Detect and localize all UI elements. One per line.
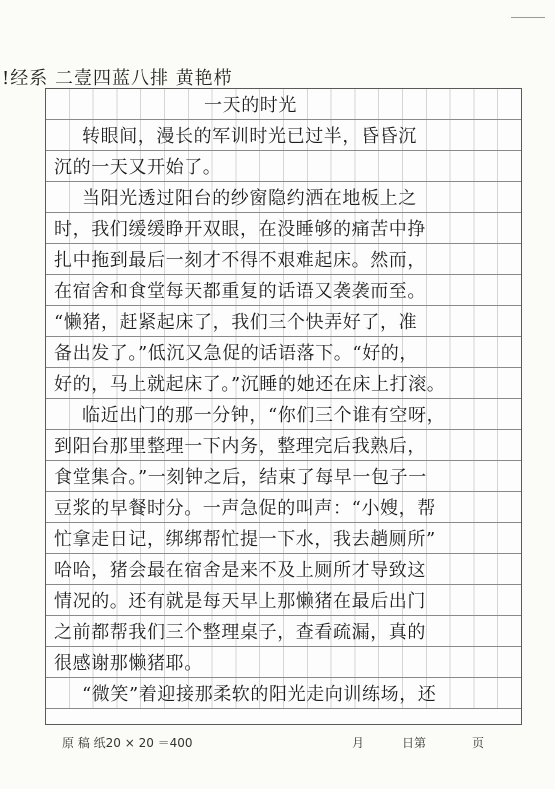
essay-line: [46, 430, 521, 461]
page-footer: [62, 734, 492, 754]
essay-line-text: 到阳台那里整理一下内务，整理完后我熟后，: [54, 436, 426, 457]
day-label: 日第: [402, 736, 427, 750]
essay-line: [46, 120, 521, 151]
essay-line-text: 哈哈，猪会最在宿舍是来不及上厕所才导致这: [54, 560, 426, 581]
essay-line-text: 时，我们缓缓睁开双眼，在没睡够的痛苦中挣: [54, 219, 426, 240]
essay-line-text: 扎中拖到最后一刻才不得不艰难起床。然而，: [54, 250, 426, 271]
essay-line: [46, 616, 521, 647]
essay-line-text: 很感谢那懒猪耶。: [54, 653, 203, 674]
essay-line: [46, 523, 521, 554]
essay-line: [46, 213, 521, 244]
essay-line: [46, 492, 521, 523]
month-label: 月: [352, 736, 365, 750]
essay-line: [46, 337, 521, 368]
essay-line-text: 备出发了。”低沉又急促的话语落下。“好的，: [54, 343, 419, 364]
essay-line: [46, 399, 521, 430]
essay-title: 一天的时光: [204, 95, 297, 116]
essay-line-text: 之前都帮我们三个整理桌子，查看疏漏，真的: [54, 622, 426, 643]
title-row: [46, 89, 521, 120]
essay-line: [46, 585, 521, 616]
essay-line-text: 临近出门的那一分钟，“你们三个谁有空呀，: [82, 405, 446, 426]
essay-line: [46, 182, 521, 213]
essay-line-text: 当阳光透过阳台的纱窗隐约洒在地板上之: [82, 188, 417, 209]
essay-line: [46, 678, 521, 709]
page-label: 页: [472, 736, 485, 750]
paper-spec: 原 稿 纸20 × 20 ＝400: [62, 736, 193, 750]
corner-mark: [511, 17, 545, 18]
essay-line: [46, 151, 521, 182]
essay-line: [46, 647, 521, 678]
essay-line-text: 好的，马上就起床了。”沉睡的她还在床上打滚。: [54, 374, 446, 395]
essay-line-text: 情况的。还有就是每天早上那懒猪在最后出门: [54, 591, 426, 612]
essay-line-text: 食堂集合。”一刻钟之后，结束了每早一包子一: [54, 467, 427, 488]
manuscript-grid: [45, 88, 522, 725]
essay-line: [46, 368, 521, 399]
essay-line-text: 转眼间，漫长的军训时光已过半，昏昏沉: [82, 126, 417, 147]
essay-line: [46, 244, 521, 275]
student-info-header: !经系 二壹四蓝八排 黄艳栉: [2, 68, 233, 89]
essay-line: [46, 275, 521, 306]
essay-line-text: 沉的一天又开始了。: [54, 157, 222, 178]
essay-line: [46, 554, 521, 585]
essay-line: [46, 306, 521, 337]
essay-line: [46, 461, 521, 492]
essay-line-text: 豆浆的早餐时分。一声急促的叫声：“小嫂，帮: [54, 498, 436, 519]
essay-line-text: “微笑”着迎接那柔软的阳光走向训练场，还: [82, 684, 437, 705]
essay-line-text: 在宿舍和食堂每天都重复的话语又袭袭而至。: [54, 281, 426, 302]
essay-line-text: “懒猪，赶紧起床了，我们三个快弄好了，准: [54, 312, 418, 333]
essay-line-text: 忙拿走日记，绑绑帮忙提一下水，我去趟厕所”: [54, 529, 436, 550]
